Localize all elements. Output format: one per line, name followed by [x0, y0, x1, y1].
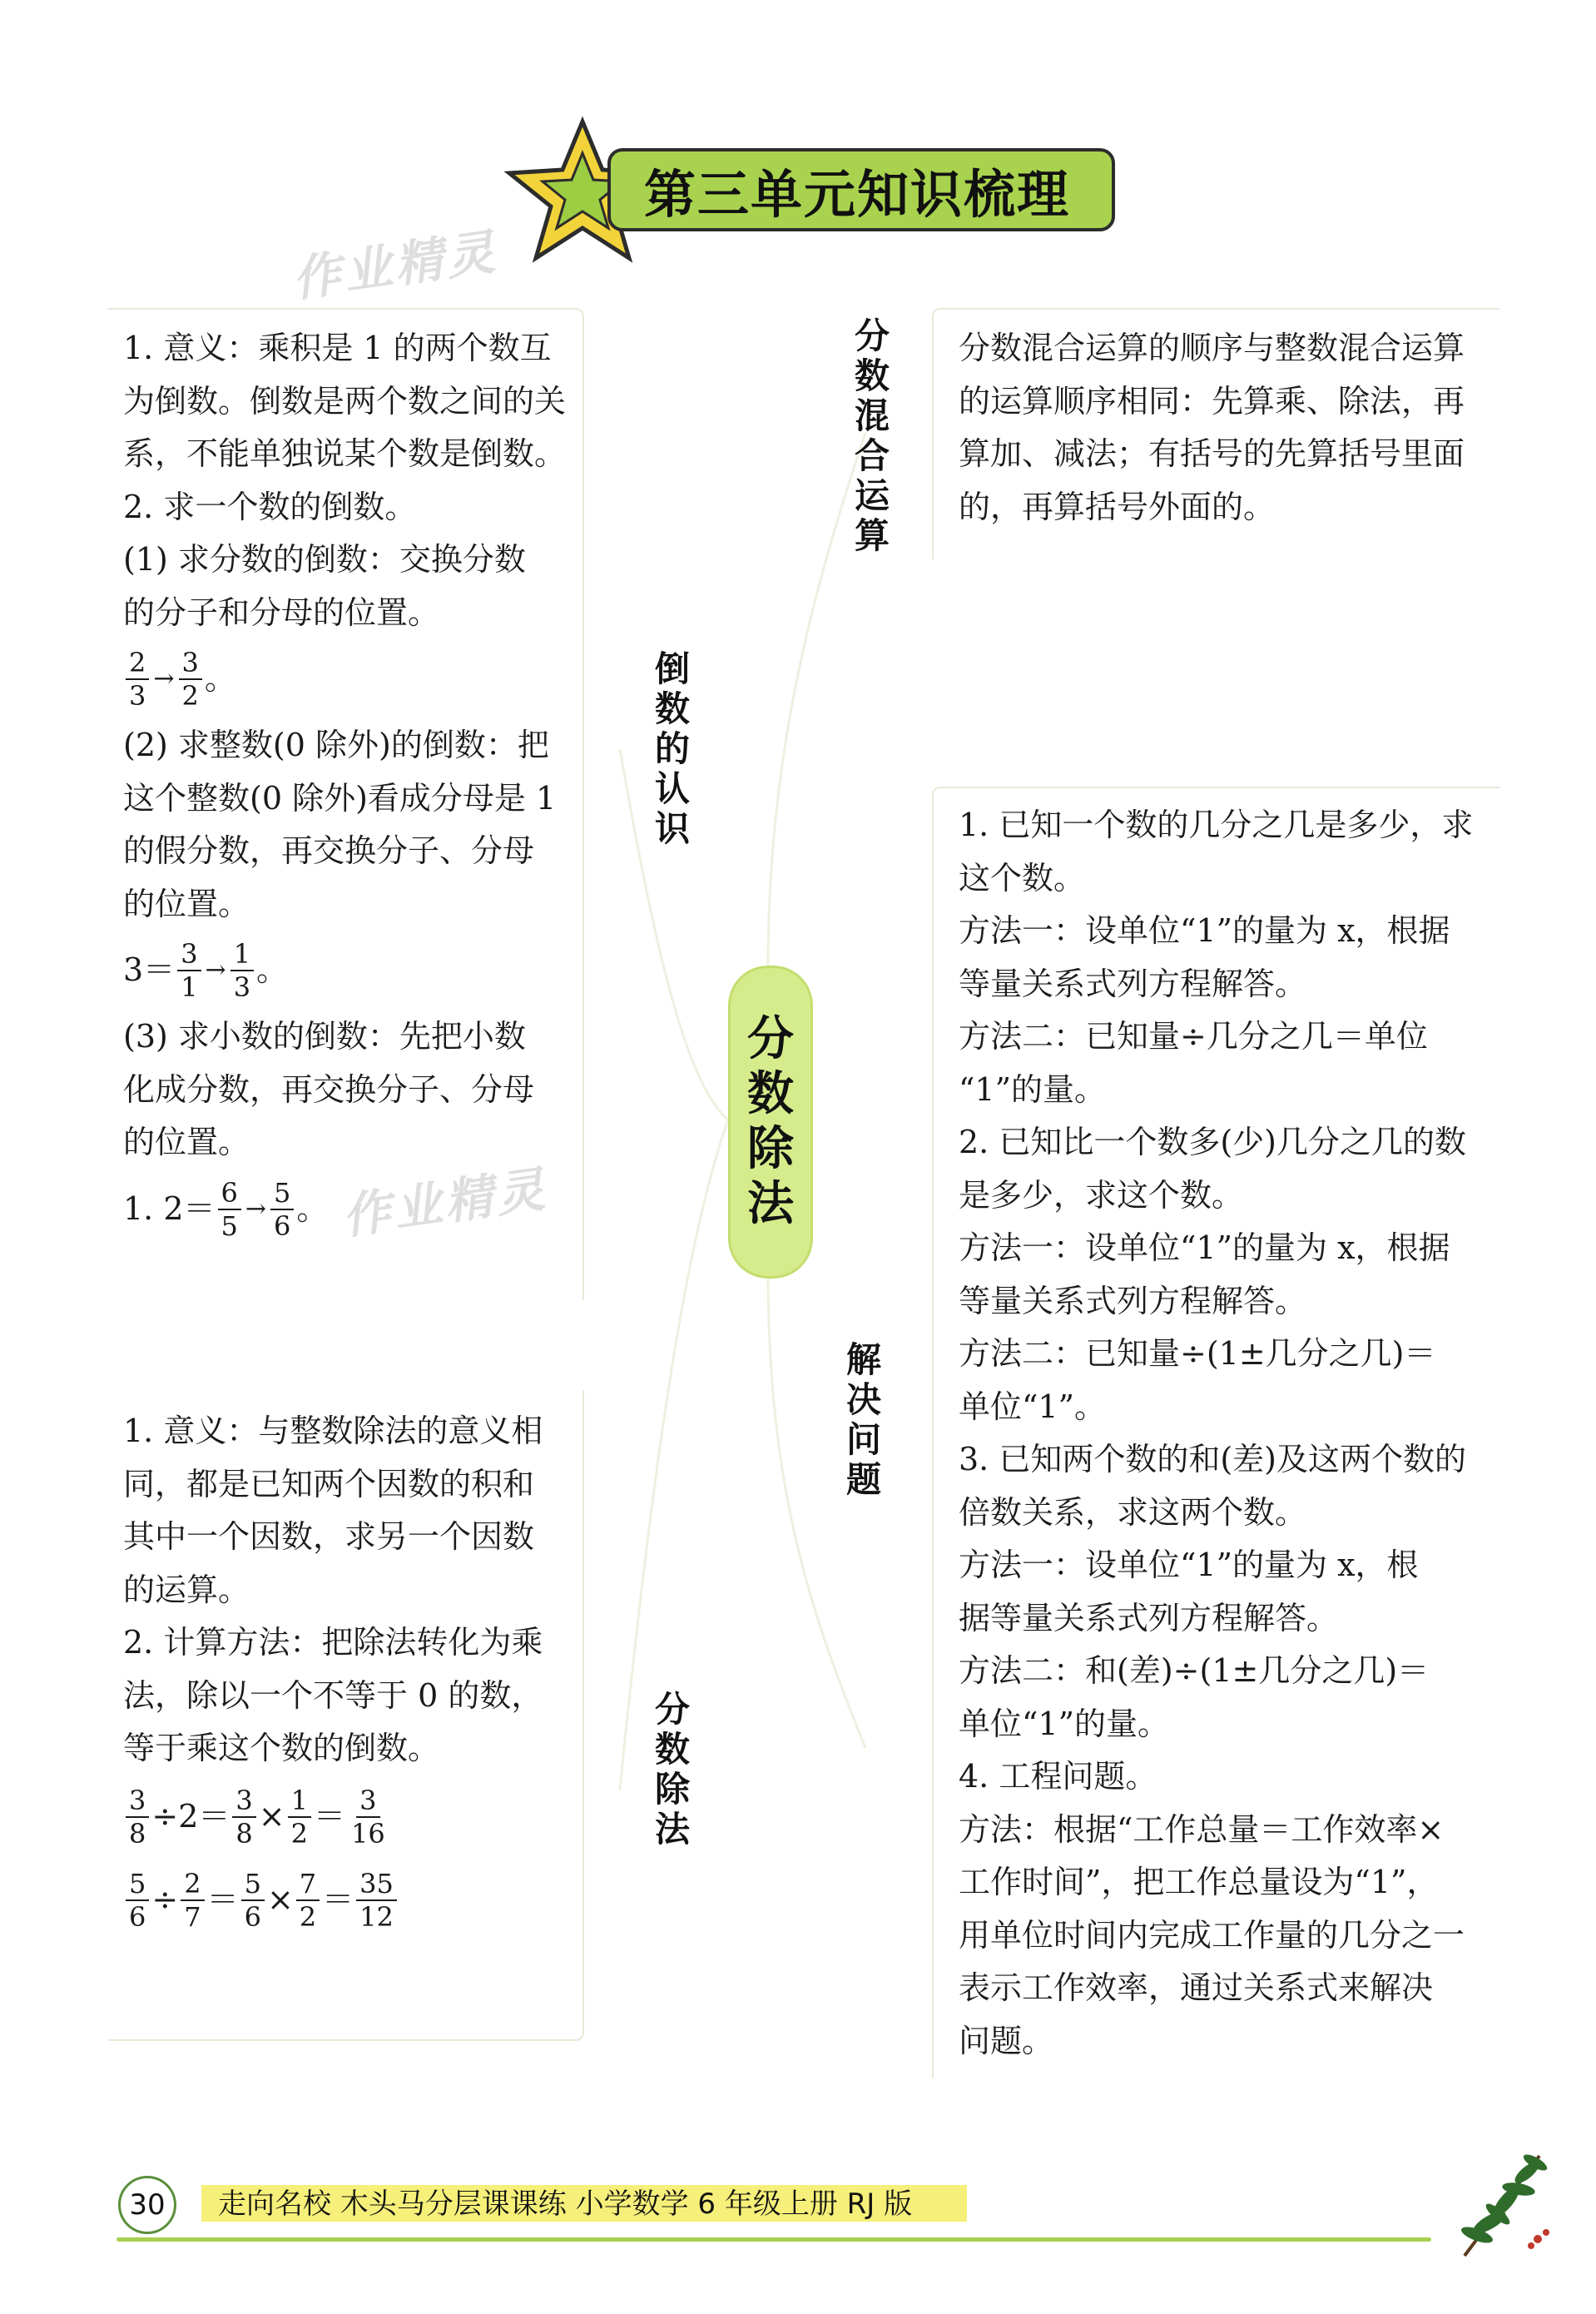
arrow-right-icon: → — [153, 664, 175, 694]
text-line: 4. 工程问题。 — [959, 1758, 1157, 1795]
text-line: “1”的量。 — [959, 1070, 1107, 1108]
text-line: (3) 求小数的倒数：先把小数 — [123, 1018, 526, 1055]
fraction: $\frac{35}{12}$ — [356, 1870, 397, 1930]
reciprocal-section — [123, 322, 589, 1249]
fraction: $\frac{1}{3}$ — [230, 941, 254, 1001]
text-line: (2) 求整数(0 除外)的倒数：把 — [123, 727, 549, 763]
text-line: 的假分数，再交换分子、分母 — [123, 832, 535, 869]
reciprocal-example-integer: 3＝ $\frac{3}{1}$ → $\frac{1}{3}$ 。 — [123, 938, 289, 1003]
text-line: 同，都是已知两个因数的积和 — [123, 1465, 535, 1502]
fraction: $\frac{6}{5}$ — [218, 1179, 241, 1239]
text-line: 方法二：和(差)÷(1±几分之几)＝ — [959, 1652, 1430, 1689]
fraction: $\frac{1}{2}$ — [288, 1787, 311, 1847]
division-section — [123, 1405, 589, 1942]
text-line: 系，不能单独说某个数是倒数。 — [123, 435, 567, 472]
text-line: 的运算顺序相同：先算乘、除法，再 — [959, 382, 1465, 420]
text-line: 为倒数。倒数是两个数之间的关 — [123, 382, 567, 420]
fraction: $\frac{7}{2}$ — [296, 1870, 320, 1930]
text-line: 用单位时间内完成工作量的几分之一 — [959, 1916, 1465, 1954]
fraction: $\frac{2}{7}$ — [181, 1870, 204, 1930]
text-line: 化成分数，再交换分子、分母 — [123, 1070, 535, 1108]
text-line: (1) 求分数的倒数：交换分数 — [123, 541, 526, 578]
text-line: 这个整数(0 除外)看成分母是 1 — [123, 779, 557, 817]
fraction: $\frac{5}{6}$ — [241, 1870, 265, 1930]
fraction: $\frac{3}{8}$ — [126, 1787, 149, 1847]
division-example-2: $\frac{5}{6}$ ÷ $\frac{2}{7}$ ＝ $\frac{5}{6}$ × $\frac{7}{2}$ ＝ $\frac{35}{12}$ — [123, 1859, 589, 1942]
text-line: 的位置。 — [123, 885, 250, 922]
label-mixed-operations: 分数混合运算 — [854, 315, 890, 556]
problem-solving-section — [959, 799, 1499, 2068]
text-line: 其中一个因数，求另一个因数 — [123, 1518, 535, 1555]
fraction: $\frac{3}{1}$ — [177, 941, 201, 1001]
fraction: $\frac{3}{2}$ — [179, 649, 202, 709]
division-example-1: $\frac{3}{8}$ ÷2＝ $\frac{3}{8}$ × $\frac{1}{2}$ ＝ $\frac{3}{16}$ — [123, 1775, 589, 1859]
watermark: 作业精灵 — [339, 1160, 552, 1245]
mixed-operations-section — [959, 322, 1499, 534]
text-line: 的分子和分母的位置。 — [123, 593, 440, 631]
text-line: 这个数。 — [959, 859, 1086, 896]
text-line: 1. 意义：乘积是 1 的两个数互 — [123, 330, 552, 366]
text-line: 方法一：设单位“1”的量为 x，根据 — [959, 1229, 1450, 1266]
text-line: 方法一：设单位“1”的量为 x，根 — [959, 1547, 1419, 1583]
arrow-right-icon: → — [245, 1194, 267, 1224]
text-line: 方法二：已知量÷(1±几分之几)＝ — [959, 1335, 1436, 1372]
text-line: 方法二：已知量÷几分之几＝单位 — [959, 1018, 1428, 1055]
text-line: 等量关系式列方程解答。 — [959, 1282, 1307, 1319]
footer-book-title: 走向名校 木头马分层课课练 小学数学 6 年级上册 RJ 版 — [218, 2187, 913, 2221]
text-line: 是多少，求这个数。 — [959, 1176, 1244, 1214]
page-title: 第三单元知识梳理 — [644, 163, 1071, 225]
text-line: 1. 意义：与整数除法的意义相 — [123, 1413, 543, 1449]
fraction: $\frac{5}{6}$ — [270, 1179, 294, 1239]
label-problem-solving: 解决问题 — [845, 1339, 881, 1500]
text-line: 3. 已知两个数的和(差)及这两个数的 — [959, 1441, 1466, 1477]
footer-divider — [116, 2237, 1431, 2242]
text-line: 2. 计算方法：把除法转化为乘 — [123, 1624, 543, 1661]
center-topic — [728, 966, 813, 1279]
text-line: 等于乘这个数的倒数。 — [123, 1730, 440, 1766]
watermark: 作业精灵 — [289, 223, 502, 308]
text-line: 单位“1”。 — [959, 1388, 1107, 1425]
text-line: 算加、减法；有括号的先算括号里面 — [959, 435, 1465, 472]
fraction: $\frac{5}{6}$ — [126, 1870, 149, 1930]
text-line: 问题。 — [959, 2022, 1054, 2059]
fraction: $\frac{3}{16}$ — [350, 1784, 385, 1850]
reciprocal-example-decimal: 1. 2＝ $\frac{6}{5}$ → $\frac{5}{6}$ 。 — [123, 1176, 329, 1242]
text-line: 倍数关系，求这两个数。 — [959, 1493, 1307, 1531]
text-line: 单位“1”的量。 — [959, 1705, 1170, 1742]
fraction: $\frac{2}{3}$ — [126, 649, 149, 709]
text-line: 的，再算括号外面的。 — [959, 488, 1276, 525]
arrow-right-icon: → — [205, 956, 226, 986]
page-number: 30 — [118, 2176, 176, 2234]
center-topic-label: 分数除法 — [747, 1012, 794, 1231]
text-line: 据等量关系式列方程解答。 — [959, 1599, 1339, 1636]
text-line: 分数混合运算的顺序与整数混合运算 — [959, 330, 1465, 366]
text-line: 表示工作效率，通过关系式来解决 — [959, 1969, 1434, 2006]
text-line: 工作时间”，把工作总量设为“1”， — [959, 1864, 1439, 1900]
text-line: 1. 已知一个数的几分之几是多少，求 — [959, 807, 1474, 843]
text-line: 2. 求一个数的倒数。 — [123, 488, 417, 525]
text-line: 法，除以一个不等于 0 的数， — [123, 1676, 543, 1714]
label-fraction-division: 分数除法 — [654, 1689, 690, 1850]
text-line: 方法一：设单位“1”的量为 x，根据 — [959, 912, 1450, 949]
plant-decoration-icon — [1440, 2139, 1564, 2264]
text-line: 方法：根据“工作总量＝工作效率× — [959, 1810, 1445, 1848]
text-line: 的运算。 — [123, 1571, 250, 1608]
label-reciprocal: 倒数的认识 — [654, 648, 690, 849]
text-line: 等量关系式列方程解答。 — [959, 965, 1307, 1002]
text-line: 2. 已知比一个数多(少)几分之几的数 — [959, 1124, 1466, 1160]
reciprocal-example-fraction: $\frac{2}{3}$ → $\frac{3}{2}$ 。 — [123, 639, 589, 719]
fraction: $\frac{3}{8}$ — [232, 1787, 255, 1847]
text-line: 的位置。 — [123, 1124, 250, 1160]
